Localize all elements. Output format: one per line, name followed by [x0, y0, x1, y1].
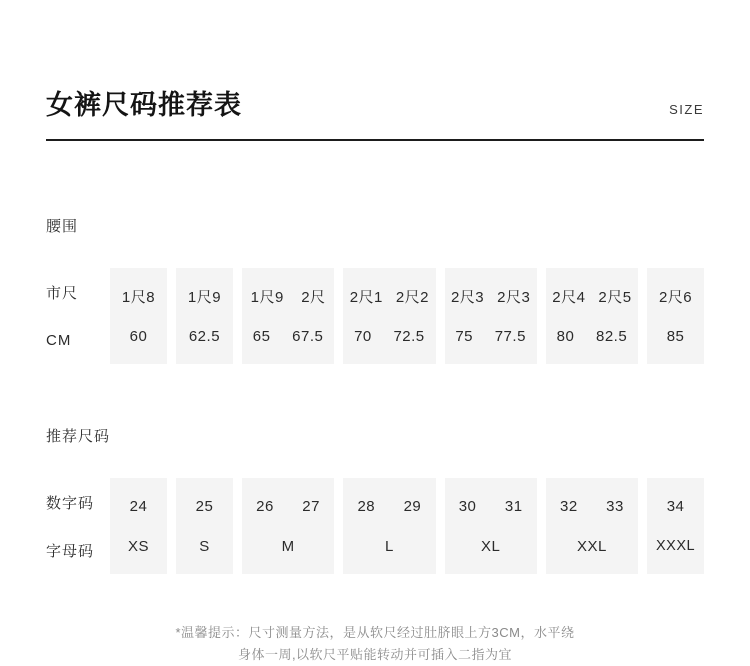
waist-table-groups [110, 268, 704, 364]
size-letter-value: XXXL [656, 538, 696, 554]
waist-group-cm-line [110, 316, 167, 356]
waist-group-chi-line [110, 276, 167, 316]
waist-chi-value: 2尺 [301, 288, 326, 306]
waist-cm-value: 67.5 [292, 327, 324, 345]
size-group-letter-line [445, 526, 537, 566]
waist-cm-value: 80 [556, 327, 575, 345]
waist-table [46, 268, 704, 364]
size-group-numeric-line [343, 486, 435, 526]
size-group [176, 478, 233, 574]
waist-chi-value: 2尺4 [552, 288, 586, 306]
section-label-waist: 腰围 [46, 218, 79, 235]
waist-cm-value: 60 [129, 327, 148, 345]
waist-cm-value: 77.5 [494, 327, 526, 345]
waist-cm-value: 82.5 [596, 327, 628, 345]
size-numeric-value: 34 [666, 497, 685, 515]
waist-table-row-labels [46, 268, 110, 364]
waist-group-chi-line [647, 276, 704, 316]
size-numeric-value: 28 [357, 497, 376, 515]
waist-chi-value: 2尺6 [658, 288, 693, 306]
waist-chi-value: 2尺5 [598, 288, 632, 306]
waist-cm-value: 72.5 [393, 327, 425, 345]
waist-group [110, 268, 167, 364]
waist-cm-value: 85 [666, 327, 685, 345]
waist-group-chi-line [546, 276, 638, 316]
row-label-chi: 市尺 [46, 284, 79, 302]
waist-chi-value: 2尺1 [349, 288, 383, 306]
size-letter-value: XS [127, 537, 149, 555]
size-numeric-value: 30 [458, 497, 477, 515]
size-group [647, 478, 704, 574]
size-group [110, 478, 167, 574]
size-numeric-value: 27 [302, 497, 320, 515]
size-numeric-value: 33 [606, 497, 624, 515]
size-group-numeric-line [176, 486, 233, 526]
size-group-numeric-line [647, 486, 704, 526]
size-group-letter-line [343, 526, 435, 566]
waist-group [445, 268, 537, 364]
waist-group-cm-line [343, 316, 435, 356]
chart-header [46, 92, 704, 141]
waist-chi-value: 1尺8 [121, 288, 156, 306]
size-numeric-value: 31 [504, 497, 523, 515]
footnote-line-2: 身体一周,以软尺平贴能转动并可插入二指为宜 [237, 647, 513, 662]
size-group-numeric-line [546, 486, 638, 526]
size-table-groups [110, 478, 704, 574]
size-numeric-value: 32 [560, 497, 578, 515]
size-numeric-value: 25 [195, 497, 214, 515]
waist-chi-value: 1尺9 [187, 288, 222, 306]
waist-group [176, 268, 233, 364]
section-label-recommended-size: 推荐尺码 [46, 428, 111, 445]
waist-group-cm-line [546, 316, 638, 356]
size-letter-value: L [384, 537, 394, 555]
size-group-numeric-line [445, 486, 537, 526]
size-group-numeric-line [242, 486, 334, 526]
waist-cm-value: 75 [455, 327, 474, 345]
footnote-line-1: *温馨提示：尺寸测量方法，是从软尺经过肚脐眼上方3CM，水平绕 [175, 625, 575, 640]
waist-group [343, 268, 435, 364]
waist-chi-value: 1尺9 [250, 288, 284, 306]
size-numeric-value: 26 [256, 497, 274, 515]
waist-cm-value: 70 [354, 327, 372, 345]
page-title: 女裤尺码推荐表 [46, 90, 242, 120]
row-label-letter: 字母码 [46, 542, 95, 560]
waist-group [242, 268, 334, 364]
waist-group-cm-line [242, 316, 334, 356]
size-letter-value: S [199, 537, 210, 555]
size-group-numeric-line [110, 486, 167, 526]
size-letter-value: XXL [576, 537, 607, 555]
waist-cm-value: 62.5 [188, 327, 221, 345]
waist-group-cm-line [445, 316, 537, 356]
size-group [242, 478, 334, 574]
size-numeric-value: 29 [403, 497, 422, 515]
waist-group-cm-line [176, 316, 233, 356]
waist-chi-value: 2尺2 [395, 288, 430, 306]
size-group-letter-line [176, 526, 233, 566]
row-label-cm: CM [46, 331, 72, 349]
waist-group [647, 268, 704, 364]
size-group-letter-line [242, 526, 334, 566]
size-table-row-labels [46, 478, 110, 574]
waist-chi-value: 2尺3 [450, 288, 485, 306]
size-group-letter-line [647, 526, 704, 566]
size-group-letter-line [546, 526, 638, 566]
size-group [343, 478, 435, 574]
waist-chi-value: 2尺3 [497, 288, 531, 306]
size-letter-value: M [281, 537, 295, 555]
row-label-numeric: 数字码 [46, 494, 95, 512]
size-group [546, 478, 638, 574]
waist-group-chi-line [445, 276, 537, 316]
waist-group [546, 268, 638, 364]
page-title-subtitle: SIZE [669, 102, 704, 117]
size-letter-value: XL [480, 537, 501, 555]
waist-cm-value: 65 [252, 327, 271, 345]
waist-group-cm-line [647, 316, 704, 356]
waist-group-chi-line [343, 276, 435, 316]
size-table [46, 478, 704, 574]
waist-group-chi-line [176, 276, 233, 316]
size-numeric-value: 24 [129, 497, 148, 515]
size-group [445, 478, 537, 574]
size-group-letter-line [110, 526, 167, 566]
waist-group-chi-line [242, 276, 334, 316]
